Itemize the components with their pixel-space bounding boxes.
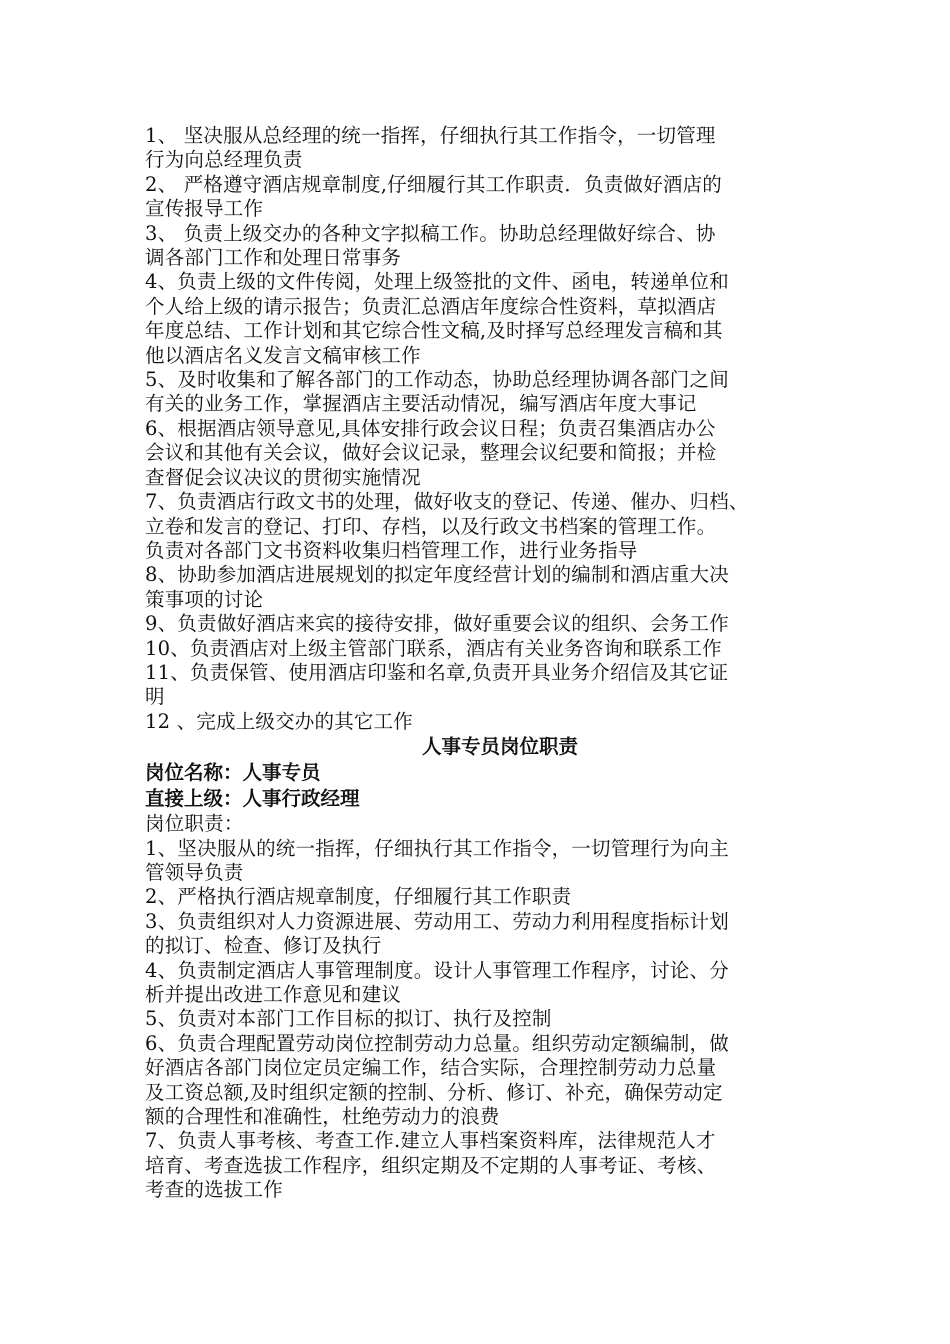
text-line: 11、负责保管、使用酒店印鉴和名章,负责开具业务介绍信及其它证 [145,660,729,684]
section-office-duties [145,124,825,734]
text-line: 5、负责对本部门工作目标的拟订、执行及控制 [145,1007,552,1031]
text-line: 他以酒店名义发言文稿审核工作 [145,343,421,367]
text-line: 明 [145,685,165,709]
text-line: 3、负责组织对人力资源进展、劳动用工、劳动力利用程度指标计划 [145,909,729,933]
text-line: 调各部门工作和处理日常事务 [145,246,402,270]
text-line: 2、 严格遵守酒店规章制度,仔细履行其工作职责．负责做好酒店的 [145,172,723,196]
text-line: 8、协助参加酒店进展规划的拟定年度经营计划的编制和酒店重大决 [145,563,729,587]
text-line: 的拟订、检查、修订及执行 [145,934,382,958]
text-line: 立卷和发言的登记、打印、存档，以及行政文书档案的管理工作。 [145,514,717,538]
text-line: 1、 坚决服从总经理的统一指挥，仔细执行其工作指令，一切管理 [145,124,716,147]
text-line: 行为向总经理负责 [145,148,303,172]
text-line: 策事项的讨论 [145,587,264,611]
duties-label: 岗位职责： [145,812,244,836]
text-line: 6、根据酒店领导意见,具体安排行政会议日程；负责召集酒店办公 [145,416,716,440]
text-line: 额的合理性和准确性，杜绝劳动力的浪费 [145,1105,500,1129]
text-line: 个人给上级的请示报告；负责汇总酒店年度综合性资料，草拟酒店 [145,294,717,318]
text-line: 9、负责做好酒店来宾的接待安排，做好重要会议的组织、会务工作 [145,612,729,636]
text-line: 7、负责酒店行政文书的处理，做好收支的登记、传递、催办、归档、 [145,490,749,514]
text-line: 有关的业务工作，掌握酒店主要活动情况，编写酒店年度大事记 [145,392,697,416]
text-line: 培育、考查选拔工作程序，组织定期及不定期的人事考证、考核、 [145,1153,717,1177]
position-name: 岗位名称：人事专员 [145,761,321,785]
text-line: 2、严格执行酒店规章制度，仔细履行其工作职责 [145,885,572,909]
text-line: 6、负责合理配置劳动岗位控制劳动力总量。组织劳动定额编制，做 [145,1031,729,1055]
section-hr-specialist [145,734,825,1203]
text-line: 5、及时收集和了解各部门的工作动态，协助总经理协调各部门之间 [145,368,729,392]
text-line: 好酒店各部门岗位定员定编工作，结合实际，合理控制劳动力总量 [145,1056,717,1080]
text-line: 4、负责上级的文件传阅，处理上级签批的文件、函电，转递单位和 [145,270,729,294]
text-line: 7、负责人事考核、考查工作.建立人事档案资料库，法律规范人才 [145,1129,716,1153]
text-line: 负责对各部门文书资料收集归档管理工作，进行业务指导 [145,538,638,562]
text-line: 宣传报导工作 [145,197,264,221]
text-line: 及工资总额,及时组织定额的控制、分析、修订、补充，确保劳动定 [145,1080,723,1104]
text-line: 12 、完成上级交办的其它工作 [145,709,414,733]
text-line: 析并提出改进工作意见和建议 [145,983,402,1006]
text-line: 考查的选拔工作 [145,1178,283,1202]
document-body [145,124,825,1203]
direct-supervisor: 直接上级：人事行政经理 [145,787,360,811]
text-line: 1、坚决服从的统一指挥，仔细执行其工作指令，一切管理行为向主 [145,836,729,860]
text-line: 查督促会议决议的贯彻实施情况 [145,465,421,489]
text-line: 管领导负责 [145,860,244,884]
text-line: 3、 负责上级交办的各种文字拟稿工作。协助总经理做好综合、协 [145,221,716,245]
text-line: 10、负责酒店对上级主管部门联系，酒店有关业务咨询和联系工作 [145,636,722,660]
text-line: 4、负责制定酒店人事管理制度。设计人事管理工作程序，讨论、分 [145,958,729,982]
text-line: 会议和其他有关会议，做好会议记录，整理会议纪要和简报；并检 [145,441,717,465]
text-line: 年度总结、工作计划和其它综合性文稿,及时择写总经理发言稿和其 [145,319,723,343]
section-title: 人事专员岗位职责 [421,735,578,759]
